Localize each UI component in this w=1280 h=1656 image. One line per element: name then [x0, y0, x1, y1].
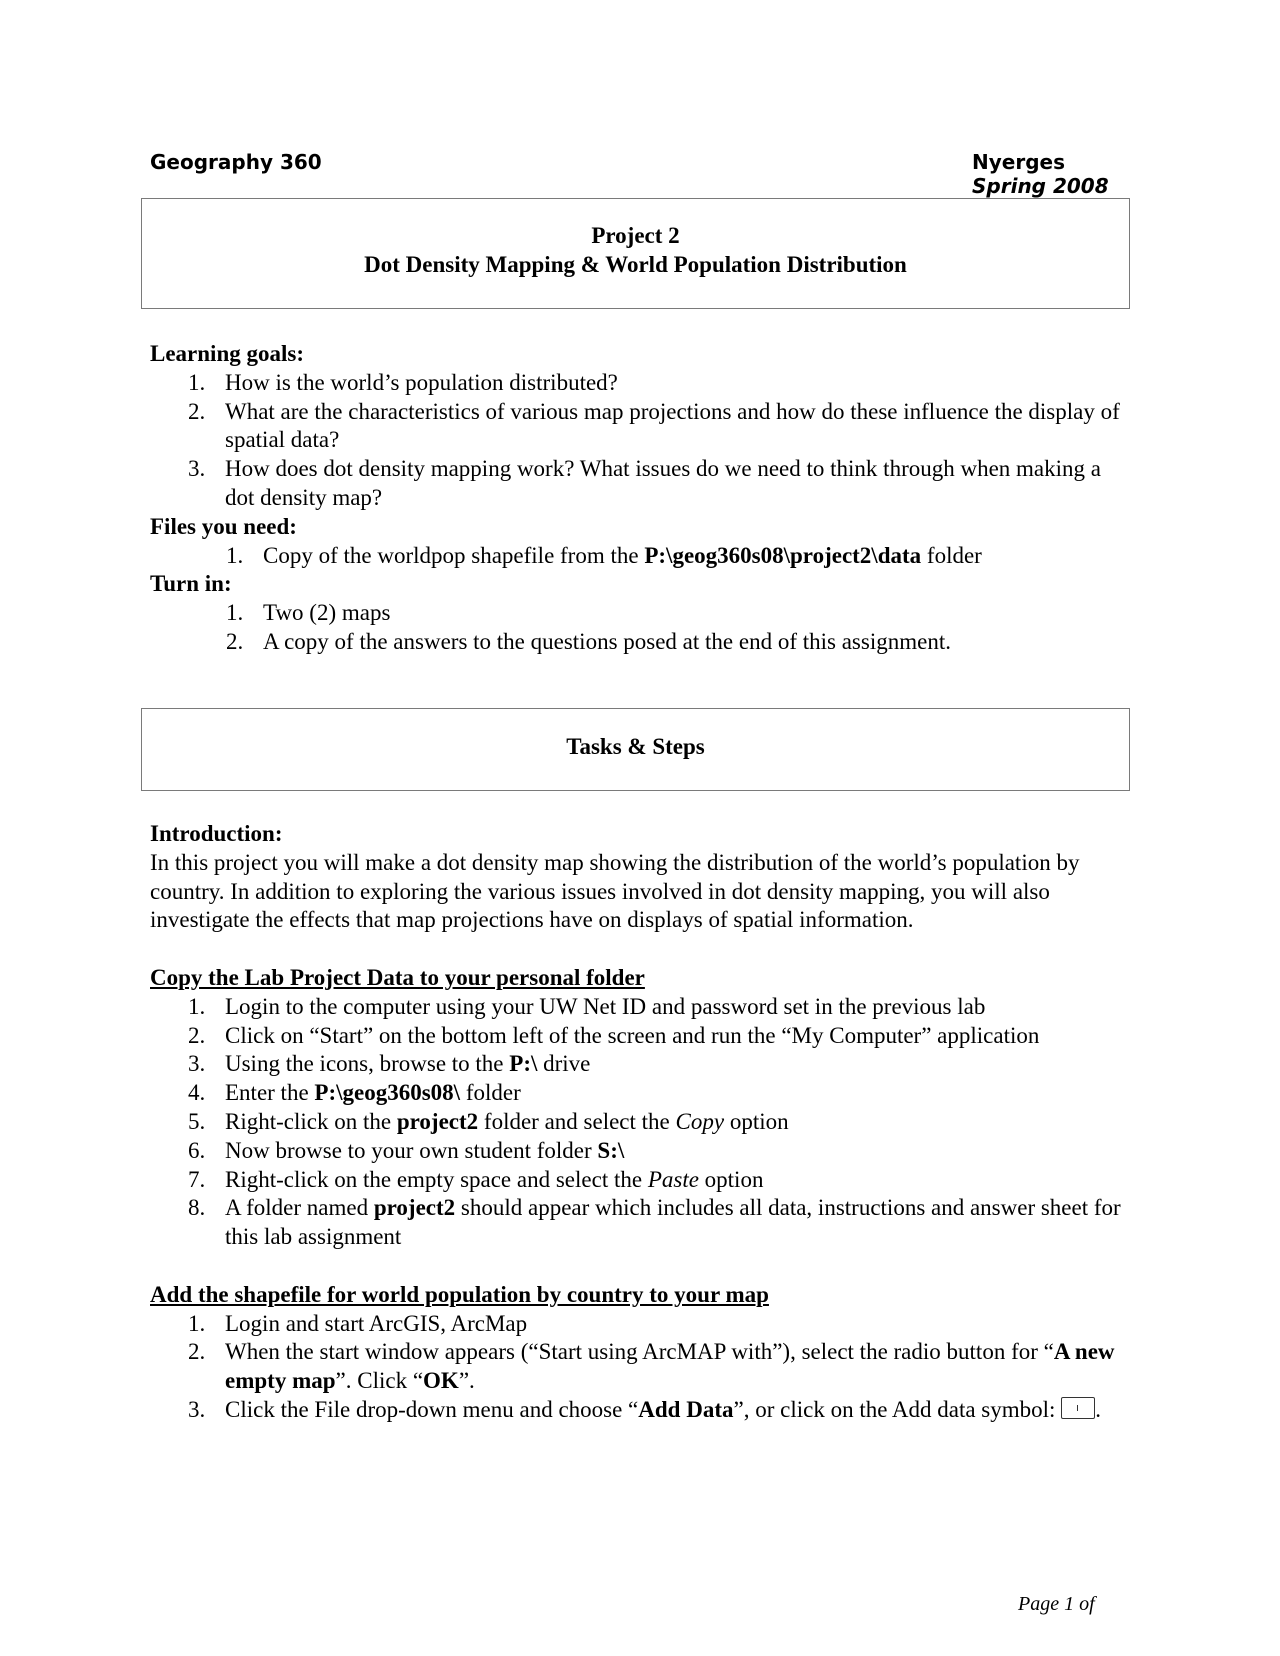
turn-in-heading: Turn in: [150, 571, 232, 597]
tasks-box [141, 708, 1130, 791]
list-item: 3. How does dot density mapping work? What issues do we need to think through when making a dot density map? [188, 456, 1101, 510]
title-box [141, 198, 1130, 309]
course-title: Geography 360 [150, 150, 322, 174]
list-item: 2. When the start window appears (“Start using ArcMAP with”), select the radio button for “A new empty map”. Click “OK”. [188, 1339, 1115, 1394]
copy-steps-list [150, 993, 1130, 1252]
term-label: Spring 2008 [972, 174, 1109, 198]
header-right [972, 150, 1109, 198]
files-needed-heading: Files you need: [150, 513, 297, 539]
introduction-text: In this project you will make a dot density map showing the distribution of the world’s population by country. In addition to exploring the various issues involved in dot density mapping, you will also investigate the effects that map projections have on displays of spatial information. [150, 849, 1080, 933]
learning-goals-list [150, 369, 1130, 513]
learning-goals-heading: Learning goals: [150, 341, 304, 366]
files-needed-list [150, 542, 1130, 571]
list-item: 3. Using the icons, browse to the P:\ drive [188, 1051, 591, 1077]
overview-section [150, 340, 1130, 657]
list-item: 1. Login to the computer using your UW Net ID and password set in the previous lab [188, 993, 986, 1019]
project-number: Project 2 [591, 223, 680, 248]
list-item: 2. Click on “Start” on the bottom left of the screen and run the “My Computer” application [188, 1022, 1040, 1048]
introduction-heading: Introduction: [150, 821, 283, 846]
add-steps-list [150, 1310, 1130, 1425]
list-item: 4. Enter the P:\geog360s08\ folder [188, 1080, 521, 1106]
tasks-heading: Tasks & Steps [566, 734, 705, 759]
list-item: 3. Click the File drop-down menu and choose “Add Data”, or click on the Add data symbol: . [188, 1396, 1101, 1422]
page-number: Page 1 of [1018, 1593, 1095, 1615]
add-shapefile-heading: Add the shapefile for world population by country to your map [150, 1281, 769, 1307]
tasks-section [150, 820, 1130, 1425]
list-item: 1. How is the world’s population distributed? [188, 369, 618, 395]
list-item: 7. Right-click on the empty space and select the Paste option [188, 1166, 764, 1192]
list-item: 2. What are the characteristics of various map projections and how do these influence the display of spatial data? [188, 398, 1120, 453]
list-item: 1. Copy of the worldpop shapefile from the P:\geog360s08\project2\data folder [226, 542, 982, 568]
data-folder-path: P:\geog360s08\project2\data [644, 542, 922, 568]
list-item: 8. A folder named project2 should appear which includes all data, instructions and answer sheet for this lab assignment [188, 1195, 1121, 1250]
turn-in-list [150, 599, 1130, 657]
list-item: 5. Right-click on the project2 folder and select the Copy option [188, 1108, 789, 1134]
list-item: 6. Now browse to your own student folder S:\ [188, 1137, 625, 1163]
list-item: 1. Two (2) maps [226, 600, 391, 626]
list-item: 2. A copy of the answers to the questions posed at the end of this assignment. [226, 628, 951, 654]
project-title: Dot Density Mapping & World Population Distribution [364, 252, 907, 277]
instructor-name: Nyerges [972, 150, 1065, 174]
copy-section-heading: Copy the Lab Project Data to your personal folder [150, 964, 645, 990]
list-item: 1. Login and start ArcGIS, ArcMap [188, 1310, 528, 1336]
add-data-icon [1061, 1397, 1095, 1419]
